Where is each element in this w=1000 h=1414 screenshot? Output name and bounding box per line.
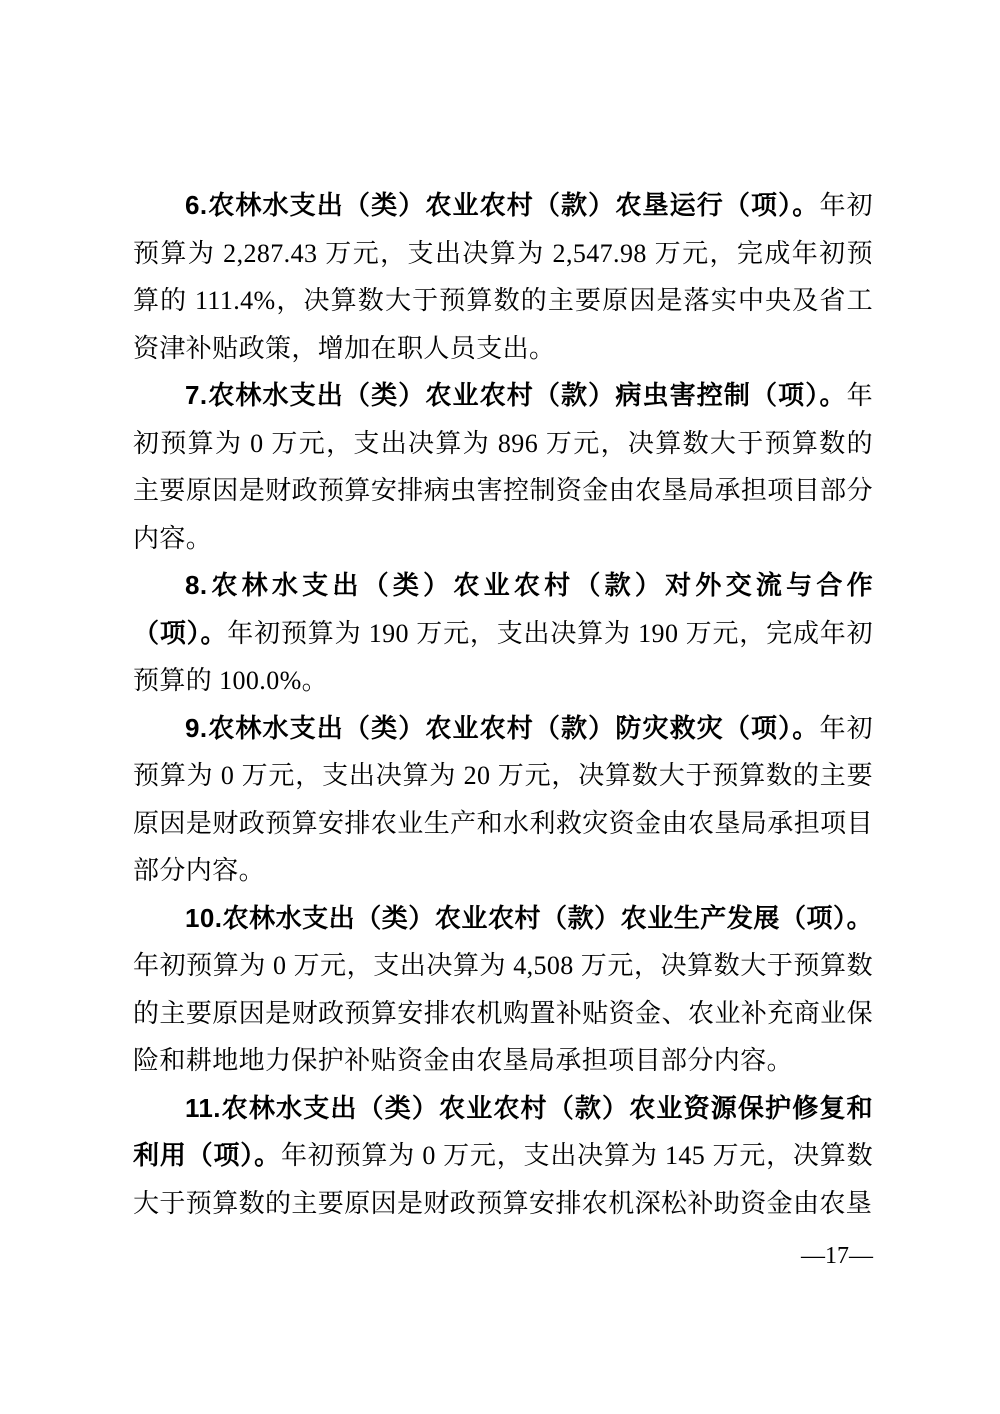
item-11-heading: 11.农林水支出（类）农业农村（款）农业资源保护修复和利用（项）。 <box>133 1092 873 1170</box>
document-content <box>133 182 873 1227</box>
item-10-body: 年初预算为 0 万元，支出决算为 4,508 万元，决算数大于预算数的主要原因是财政预算安排农机购置补贴资金、农业补充商业保险和耕地地力保护补贴资金由农垦局承担项目部分内容。 <box>133 951 873 1075</box>
page-number: —17— <box>801 1243 873 1269</box>
item-6-heading: 6.农林水支出（类）农业农村（款）农垦运行（项）。 <box>185 190 820 220</box>
paragraph-item-10 <box>133 895 873 1085</box>
paragraph-item-6 <box>133 182 873 372</box>
item-11-body: 年初预算为 0 万元，支出决算为 145 万元，决算数大于预算数的主要原因是财政预算安排农机深松补助资金由农垦 <box>133 1141 873 1218</box>
item-7-body: 年初预算为 0 万元，支出决算为 896 万元，决算数大于预算数的主要原因是财政预算安排病虫害控制资金由农垦局承担项目部分内容。 <box>133 381 873 553</box>
paragraph-item-11 <box>133 1085 873 1228</box>
item-6-body: 年初预算为 2,287.43 万元，支出决算为 2,547.98 万元，完成年初预算的 111.4%，决算数大于预算数的主要原因是落实中央及省工资津补贴政策，增加在职人员支出。 <box>133 191 873 363</box>
item-8-heading: 8.农林水支出（类）农业农村（款）对外交流与合作（项）。 <box>133 570 873 648</box>
paragraph-item-9 <box>133 705 873 895</box>
paragraph-item-8 <box>133 562 873 705</box>
item-9-heading: 9.农林水支出（类）农业农村（款）防灾救灾（项）。 <box>185 712 820 743</box>
item-10-heading: 10.农林水支出（类）农业农村（款）农业生产发展（项）。 <box>185 902 873 933</box>
item-7-heading: 7.农林水支出（类）农业农村（款）病虫害控制（项）。 <box>185 380 847 410</box>
item-9-body: 年初预算为 0 万元，支出决算为 20 万元，决算数大于预算数的主要原因是财政预算安排农业生产和水利救灾资金由农垦局承担项目部分内容。 <box>133 713 873 885</box>
item-8-body: 年初预算为 190 万元，支出决算为 190 万元，完成年初预算的 100.0%。 <box>133 618 873 695</box>
paragraph-item-7 <box>133 372 873 562</box>
